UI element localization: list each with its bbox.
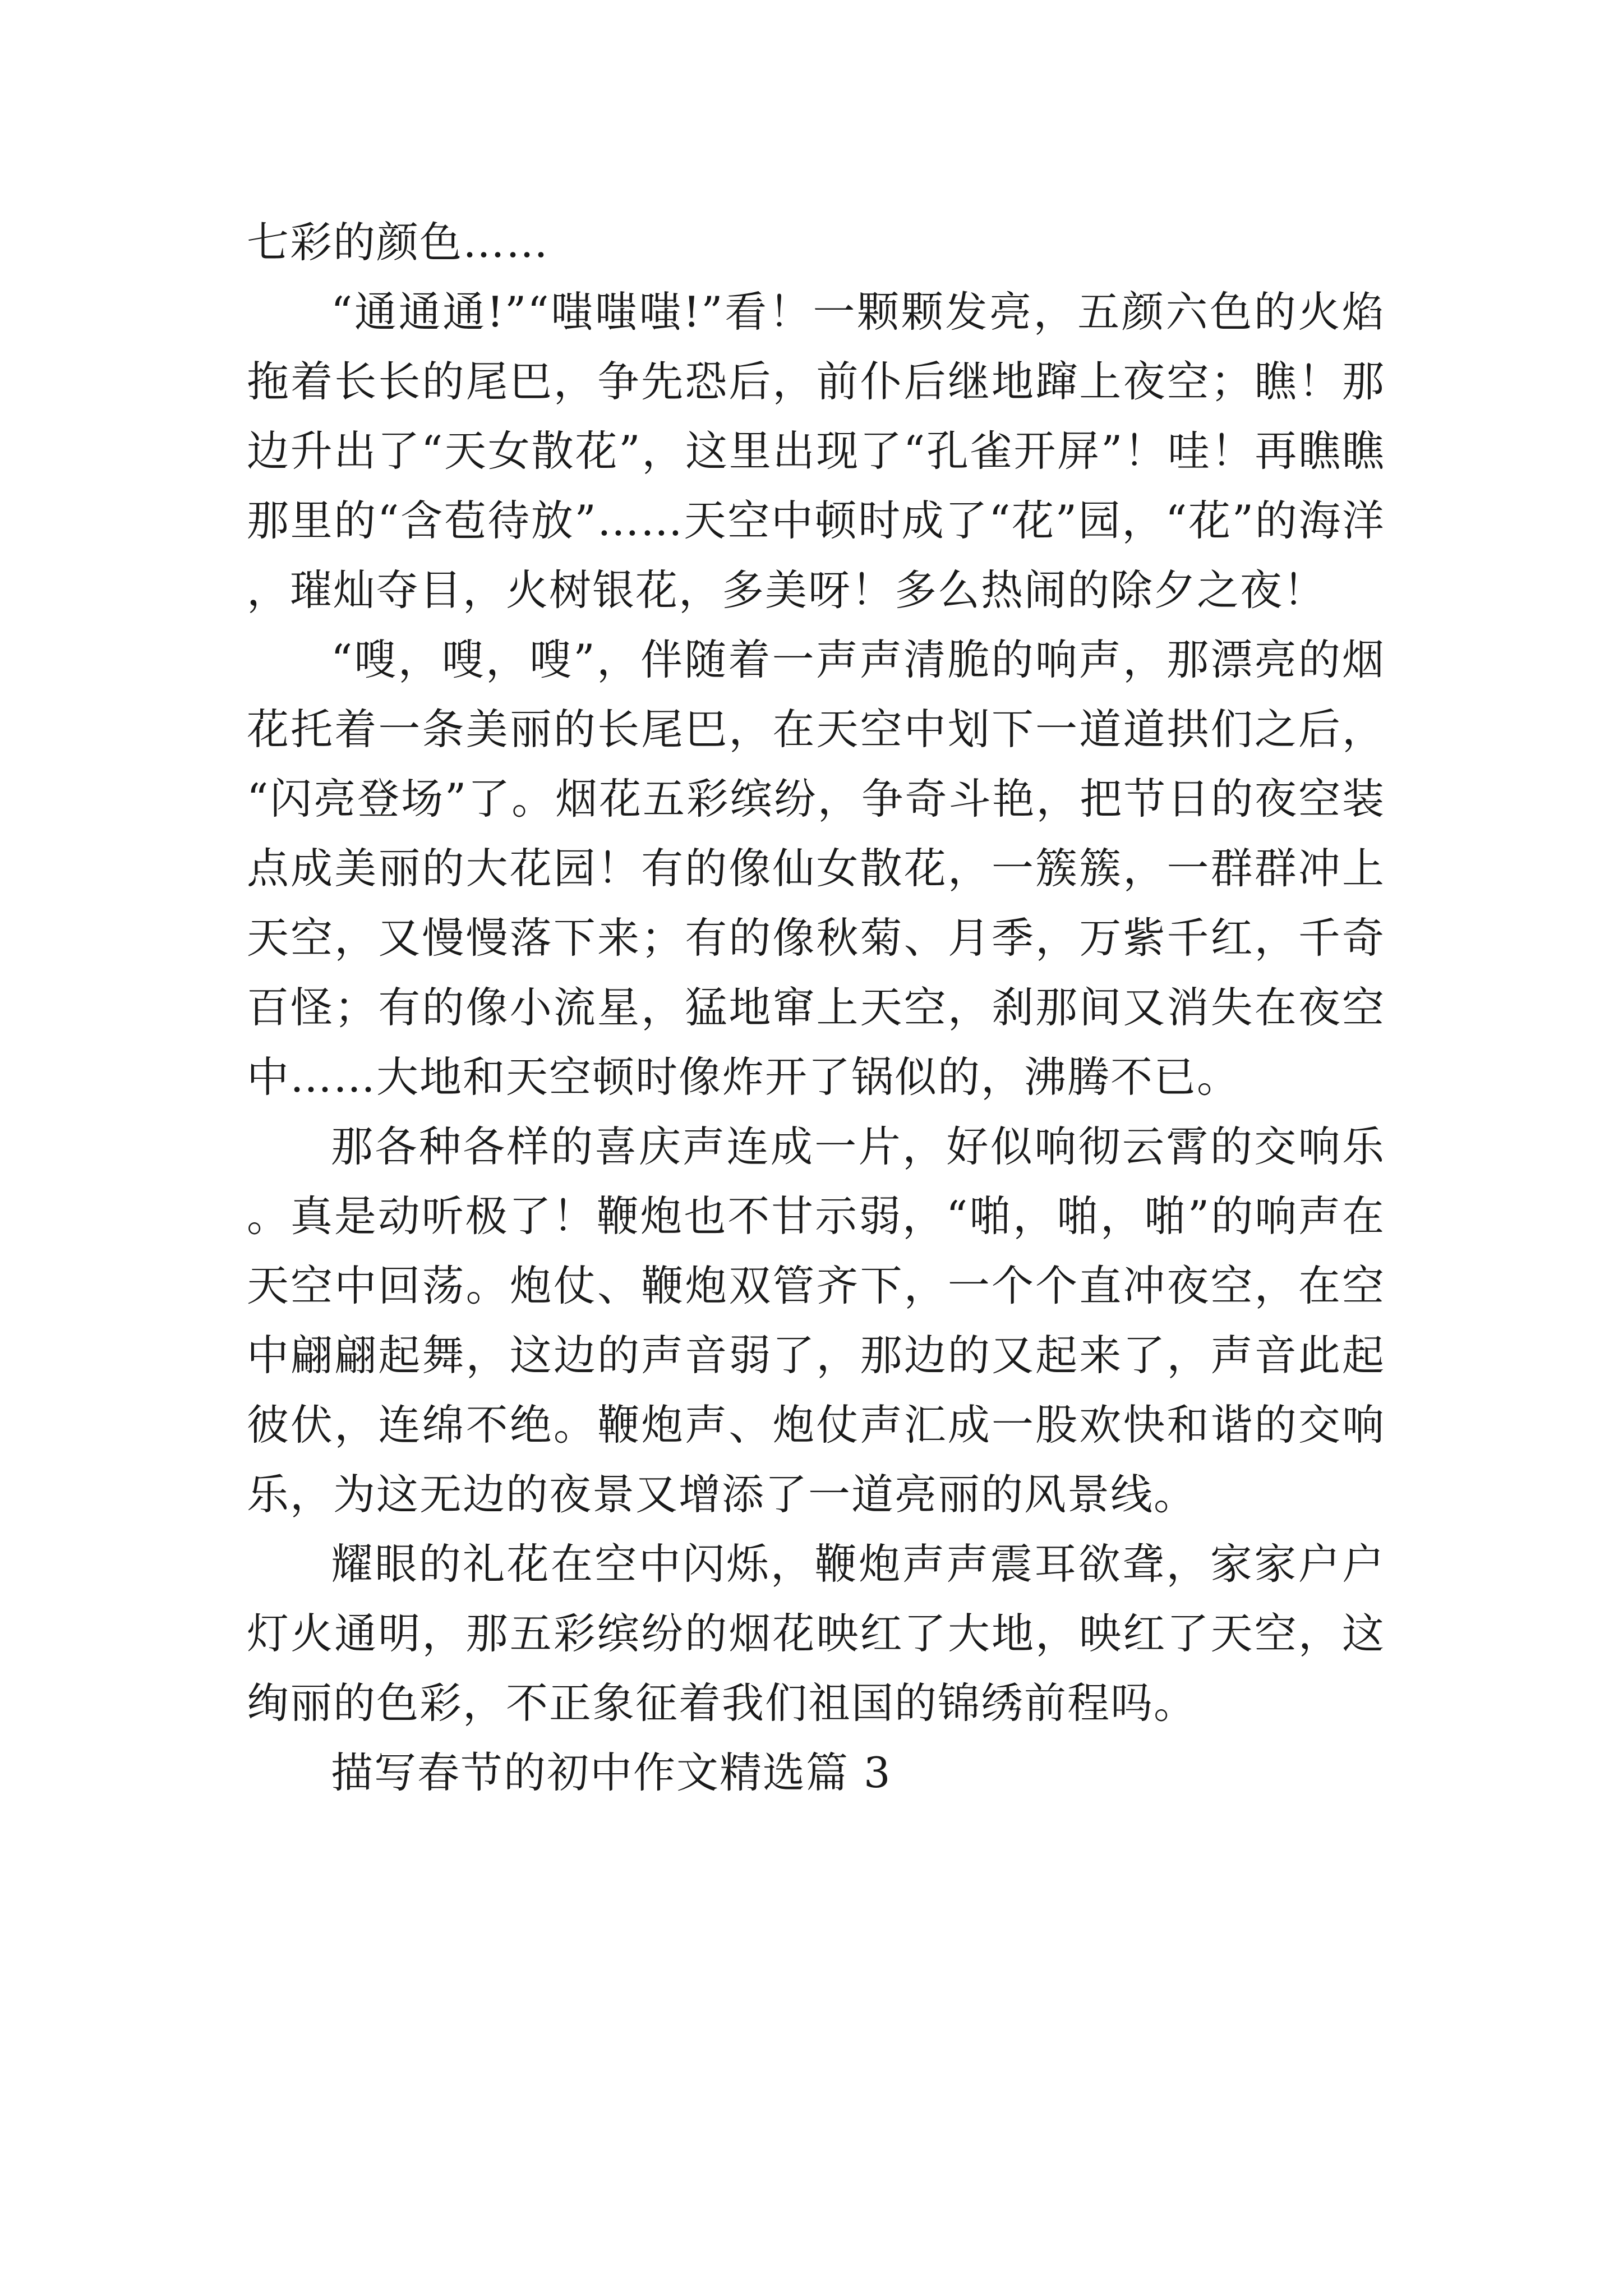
paragraph-firecrackers: 那各种各样的喜庆声连成一片，好似响彻云霄的交响乐。真是动听极了！鞭炮也不甘示弱，“啪，啪，啪”的响声在天空中回荡。炮仗、鞭炮双管齐下，一个个直冲夜空，在空中翩翩起舞，这边的声音弱了，那边的又起来了，声音此起彼伏，连绵不绝。鞭炮声、炮仗声汇成一股欢快和谐的交响乐，为这无边的夜景又增添了一道亮丽的风景线。 [247,1122,1385,1519]
paragraph-fireworks-display: “嗖，嗖，嗖”，伴随着一声声清脆的响声，那漂亮的烟花托着一条美丽的长尾巴，在天空中划下一道道拱们之后，“闪亮登场”了。烟花五彩缤纷，争奇斗艳，把节日的夜空装点成美丽的大花园！有的像仙女散花，一簇簇，一群群冲上天空，又慢慢落下来；有的像秋菊、月季，万紫千红，千奇百怪；有的像小流星，猛地窜上天空，刹那间又消失在夜空中……大地和天空顿时像炸开了锅似的，沸腾不已。 [247,635,1385,1102]
paragraph-continuation: 七彩的颜色…… [247,218,550,267]
paragraph-conclusion: 耀眼的礼花在空中闪烁，鞭炮声声震耳欲聋，家家户户灯火通明，那五彩缤纷的烟花映红了大地，映红了天空，这绚丽的色彩，不正象征着我们祖国的锦绣前程吗。 [247,1539,1385,1728]
section-heading: 描写春节的初中作文精选篇 3 [331,1748,892,1797]
paragraph-fireworks-launch: “通通通!”“嗤嗤嗤!”看！一颗颗发亮，五颜六色的火焰拖着长长的尾巴，争先恐后，前仆后继地蹿上夜空；瞧！那边升出了“天女散花”，这里出现了“孔雀开屏”！哇！再瞧瞧那里的“含苞待放”……天空中顿时成了“花”园，“花”的海洋，璀灿夺目，火树银花，多美呀！多么热闹的除夕之夜！ [247,287,1385,615]
document-page [247,208,1385,1807]
